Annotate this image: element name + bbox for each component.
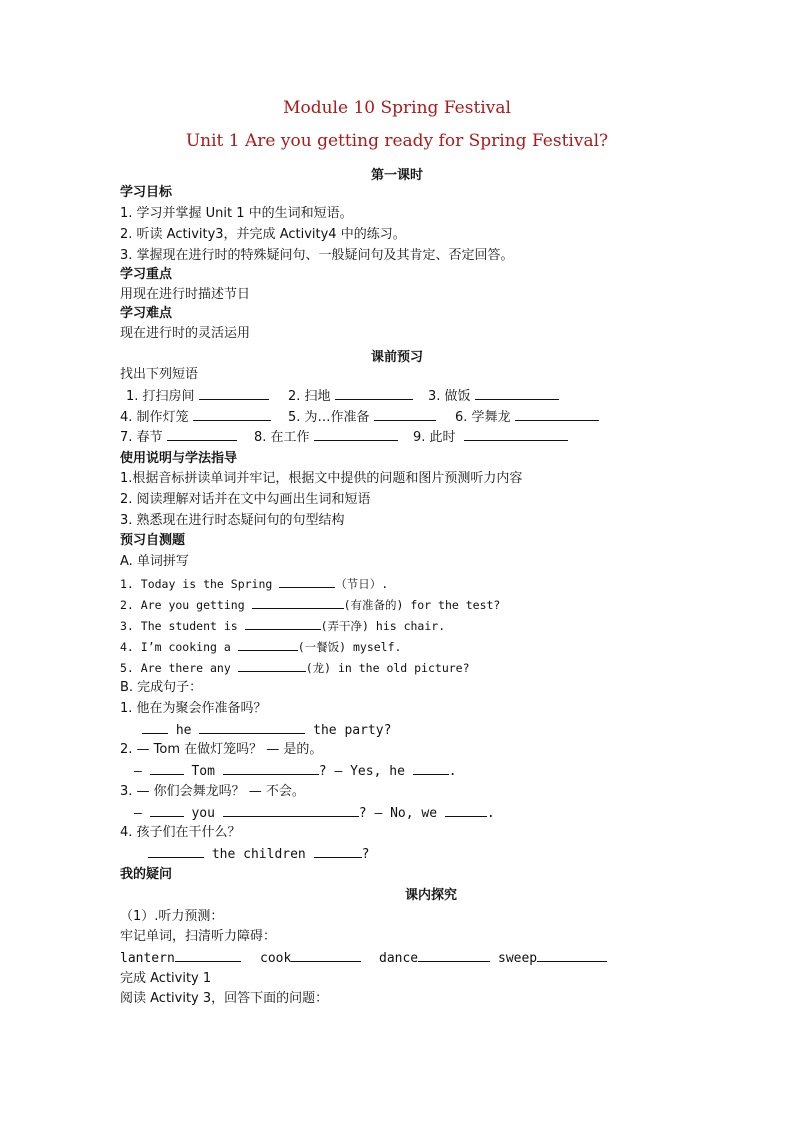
goal-item: 2. 听读 Activity3，并完成 Activity4 中的练习。 — [120, 227, 406, 242]
answer-blank[interactable] — [238, 659, 306, 672]
sentence-answer: he the party? — [142, 721, 391, 740]
lesson-label: 第一课时 — [370, 168, 423, 183]
guide-item: 2. 阅读理解对话并在文中勾画出生词和短语 — [120, 492, 371, 507]
answer-blank[interactable] — [515, 408, 599, 421]
answer-blank[interactable] — [238, 638, 298, 651]
sentence-prompt: 4. 孩子们在干什么？ — [120, 825, 241, 840]
part-b-label: B. 完成句子： — [120, 680, 203, 695]
answer-blank[interactable] — [418, 949, 490, 962]
answer-blank[interactable] — [374, 408, 436, 421]
goal-item: 3. 掌握现在进行时的特殊疑问句、一般疑问句及其肯定、否定回答。 — [120, 248, 514, 263]
module-title: Module 10 Spring Festival — [283, 98, 511, 118]
word-item: sweep — [498, 949, 607, 968]
answer-blank[interactable] — [314, 845, 362, 858]
reading-instruction: 阅读 Activity 3，回答下面的问题： — [120, 991, 329, 1006]
spelling-item: 1. Today is the Spring （节日）. — [120, 577, 389, 591]
sentence-prompt: 2. — Tom 在做灯笼吗？ — 是的。 — [120, 742, 323, 757]
word-item: cook — [260, 949, 361, 968]
answer-blank[interactable] — [167, 428, 237, 441]
questions-heading: 我的疑问 — [120, 867, 173, 882]
answer-blank[interactable] — [245, 617, 321, 630]
phrase-item: 8. 在工作 — [254, 428, 398, 447]
answer-blank[interactable] — [413, 762, 449, 775]
spelling-item: 5. Are there any (龙) in the old picture? — [120, 661, 470, 675]
activity-instruction: 完成 Activity 1 — [120, 971, 212, 986]
guide-item: 3. 熟悉现在进行时态疑问句的句型结构 — [120, 513, 345, 528]
word-item: dance — [379, 949, 490, 968]
word-item: lantern — [120, 949, 241, 968]
preview-instruction: 找出下列短语 — [120, 367, 199, 382]
sentence-answer: the children ? — [148, 845, 369, 864]
unit-title: Unit 1 Are you getting ready for Spring Festival? — [185, 131, 609, 151]
answer-blank[interactable] — [148, 845, 204, 858]
spelling-item: 3. The student is (弄干净) his chair. — [120, 619, 446, 633]
guide-item: 1.根据音标拼读单词并牢记，根据文中提供的问题和图片预测听力内容 — [120, 471, 523, 486]
focus-text: 用现在进行时描述节日 — [120, 287, 251, 302]
answer-blank[interactable] — [314, 428, 398, 441]
sentence-answer: — Tom ? — Yes, he . — [134, 764, 457, 779]
spelling-item: 2. Are you getting (有准备的) for the test? — [120, 598, 501, 612]
preview-heading: 课前预习 — [370, 350, 423, 365]
answer-blank[interactable] — [291, 949, 361, 962]
difficulty-text: 现在进行时的灵活运用 — [120, 326, 251, 341]
answer-blank[interactable] — [537, 949, 607, 962]
answer-blank[interactable] — [445, 804, 487, 817]
selftest-heading: 预习自测题 — [120, 533, 186, 548]
answer-blank[interactable] — [199, 721, 305, 734]
sentence-prompt: 3. — 你们会舞龙吗？ — 不会。 — [120, 784, 305, 799]
answer-blank[interactable] — [199, 387, 269, 400]
phrase-item: 3. 做饭 — [428, 387, 559, 406]
phrase-item: 6. 学舞龙 — [455, 408, 599, 427]
difficulty-heading: 学习难点 — [120, 306, 173, 321]
focus-heading: 学习重点 — [120, 267, 173, 282]
listening-instruction: 牢记单词，扫清听力障碍： — [120, 929, 277, 944]
listening-step: （1）.听力预测： — [120, 909, 224, 924]
answer-blank[interactable] — [475, 387, 559, 400]
phrase-item: 9. 此时 — [413, 428, 568, 447]
answer-blank[interactable] — [150, 804, 184, 817]
answer-blank[interactable] — [279, 575, 335, 588]
phrase-item: 1. 打扫房间 — [126, 387, 269, 406]
answer-blank[interactable] — [335, 387, 413, 400]
answer-blank[interactable] — [223, 762, 319, 775]
inclass-heading: 课内探究 — [405, 888, 458, 903]
sentence-answer: — you ? — No, we . — [134, 806, 495, 821]
phrase-item: 2. 扫地 — [288, 387, 413, 406]
answer-blank[interactable] — [175, 949, 241, 962]
spelling-item: 4. I’m cooking a (一餐饭) myself. — [120, 640, 402, 654]
answer-blank[interactable] — [193, 408, 271, 421]
goal-item: 1. 学习并掌握 Unit 1 中的生词和短语。 — [120, 206, 353, 221]
answer-blank[interactable] — [223, 804, 359, 817]
answer-blank[interactable] — [252, 596, 344, 609]
phrase-item: 5. 为…作准备 — [288, 408, 436, 427]
phrase-item: 4. 制作灯笼 — [120, 408, 271, 427]
part-a-label: A. 单词拼写 — [120, 554, 189, 569]
answer-blank[interactable] — [142, 721, 168, 734]
answer-blank[interactable] — [464, 428, 568, 441]
sentence-prompt: 1. 他在为聚会作准备吗？ — [120, 701, 267, 716]
guide-heading: 使用说明与学法指导 — [120, 451, 238, 466]
goals-heading: 学习目标 — [120, 185, 173, 200]
phrase-item: 7. 春节 — [120, 428, 237, 447]
answer-blank[interactable] — [150, 762, 184, 775]
